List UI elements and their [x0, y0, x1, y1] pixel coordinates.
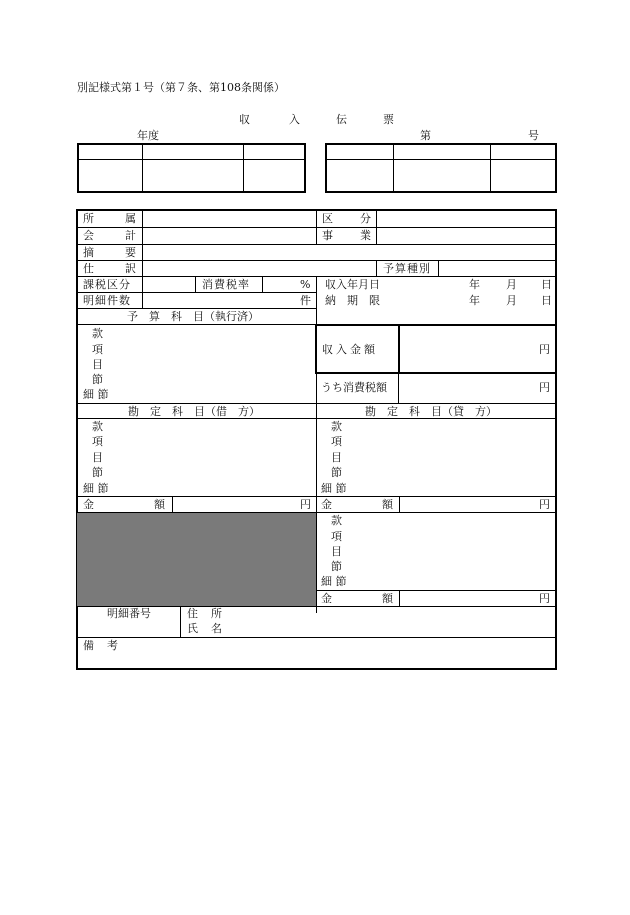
divider [393, 143, 394, 193]
divider [142, 210, 143, 309]
label-shozoku-1: 所 [83, 212, 94, 225]
label-setsu-kari: 節 [92, 466, 103, 479]
divider [77, 292, 316, 293]
label-meisai-kensu: 明細件数 [83, 294, 131, 307]
label-nen-2: 年 [469, 294, 480, 307]
divider [195, 276, 196, 292]
label-moku-kashi: 目 [331, 451, 342, 464]
label-setsu-kashi-2: 節 [331, 560, 342, 573]
label-noki: 納 期 限 [325, 294, 380, 307]
shaded-area [77, 513, 316, 606]
label-kingaku-kari-1: 金 [83, 498, 94, 511]
divider [142, 143, 143, 193]
label-en-2: 円 [539, 381, 550, 394]
label-tekiyo-1: 摘 [83, 246, 94, 259]
label-kanjo-kashi: 勘 定 科 目（貸 方） [365, 405, 497, 418]
label-hi-2: 日 [541, 294, 552, 307]
number-grid [325, 143, 557, 193]
title-char-1: 収 [239, 113, 250, 126]
divider [398, 374, 399, 403]
go-label: 号 [528, 129, 539, 142]
label-jusho-2: 所 [211, 607, 222, 620]
label-kanjo-kari: 勘 定 科 目（借 方） [128, 405, 260, 418]
title-char-4: 票 [383, 113, 394, 126]
dai-label: 第 [420, 129, 431, 142]
label-tekiyo-2: 要 [125, 246, 136, 259]
divider [77, 159, 306, 160]
label-saisetsu: 細 節 [83, 388, 109, 401]
divider [376, 210, 377, 244]
label-ko: 項 [92, 343, 103, 356]
label-biko-1: 備 [83, 639, 94, 652]
divider [399, 496, 400, 512]
divider [77, 308, 316, 309]
label-setsu-kashi: 節 [331, 466, 342, 479]
label-kubun-2: 分 [360, 212, 371, 225]
label-ken: 件 [300, 294, 311, 307]
form-caption: 別記様式第１号（第７条、第108条関係） [77, 81, 285, 94]
label-meisai-bango: 明細番号 [107, 607, 151, 620]
label-kan-kari: 款 [92, 420, 103, 433]
title-char-3: 伝 [336, 113, 347, 126]
label-yosan-kamoku: 予 算 科 目（執行済） [127, 310, 259, 323]
label-jigyo-2: 業 [360, 229, 371, 242]
nendo-grid [77, 143, 306, 193]
label-kan: 款 [92, 327, 103, 340]
label-shunyu-kingaku: 収入金額 [322, 343, 378, 356]
divider [262, 276, 263, 292]
label-ko-kashi: 項 [331, 435, 342, 448]
label-kaikei-1: 会 [83, 229, 94, 242]
label-moku-kari: 目 [92, 451, 103, 464]
divider [398, 324, 400, 373]
divider [172, 496, 173, 512]
divider [376, 260, 377, 276]
divider [438, 260, 439, 276]
nendo-label: 年度 [137, 129, 159, 142]
label-tsuki: 月 [506, 278, 517, 291]
label-saisetsu-kashi-2: 細 節 [321, 575, 347, 588]
label-en-kashi-2: 円 [539, 592, 550, 605]
divider [77, 403, 556, 404]
label-tsuki-2: 月 [506, 294, 517, 307]
label-kazei-kubun: 課税区分 [83, 278, 131, 291]
label-shozoku-2: 属 [125, 212, 136, 225]
divider [399, 590, 400, 606]
label-kingaku-kari-2: 額 [154, 498, 165, 511]
label-hi: 日 [541, 278, 552, 291]
label-saisetsu-kashi: 細 節 [321, 482, 347, 495]
label-shimei-1: 氏 [187, 622, 198, 635]
label-yosan-shubetsu: 予算種別 [383, 262, 431, 275]
label-en-kari: 円 [300, 498, 311, 511]
label-kingaku-kashi2-1: 金 [321, 592, 332, 605]
label-nen: 年 [469, 278, 480, 291]
divider [490, 143, 491, 193]
label-kingaku-kashi2-2: 額 [382, 592, 393, 605]
divider [77, 418, 556, 419]
divider [77, 260, 556, 261]
label-shimei-2: 名 [211, 622, 222, 635]
label-shohizeiritsu: 消費税率 [202, 278, 250, 291]
divider [316, 590, 556, 591]
label-jusho-1: 住 [187, 607, 198, 620]
label-kaikei-2: 計 [125, 229, 136, 242]
label-en-kashi: 円 [539, 498, 550, 511]
label-kingaku-kashi-2: 額 [382, 498, 393, 511]
label-biko-2: 考 [107, 639, 118, 652]
label-ko-kari: 項 [92, 435, 103, 448]
label-uchi-shohizei: うち消費税額 [321, 381, 387, 394]
label-kingaku-kashi-1: 金 [321, 498, 332, 511]
label-moku-kashi-2: 目 [331, 545, 342, 558]
label-percent: % [300, 278, 311, 291]
divider [77, 244, 556, 245]
label-kan-kashi: 款 [331, 420, 342, 433]
label-shiwake-1: 仕 [83, 262, 94, 275]
label-kubun-1: 区 [322, 212, 333, 225]
label-en-1: 円 [539, 343, 550, 356]
label-shiwake-2: 訳 [125, 262, 136, 275]
divider [316, 276, 317, 324]
divider [77, 637, 556, 638]
divider [316, 210, 317, 244]
label-saisetsu-kari: 細 節 [83, 482, 109, 495]
label-shunyu-nengappi: 収入年月日 [325, 278, 380, 291]
label-moku: 目 [92, 358, 103, 371]
divider [243, 143, 244, 193]
label-ko-kashi-2: 項 [331, 530, 342, 543]
label-kan-kashi-2: 款 [331, 514, 342, 527]
label-setsu: 節 [92, 373, 103, 386]
label-jigyo-1: 事 [322, 229, 333, 242]
divider [77, 496, 556, 497]
divider [180, 606, 181, 637]
title-char-2: 入 [289, 113, 300, 126]
divider [325, 159, 557, 160]
